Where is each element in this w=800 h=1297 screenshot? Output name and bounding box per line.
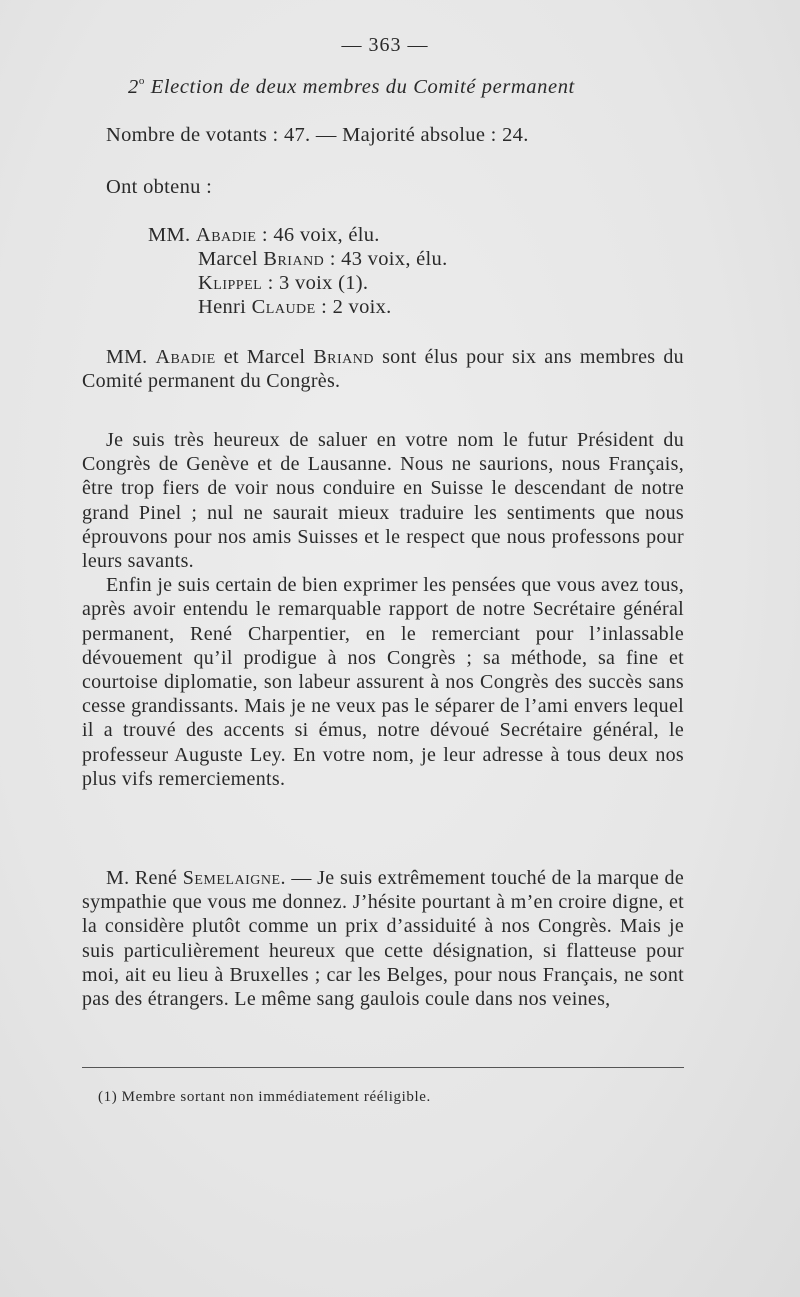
candidate-line: MM. Abadie : 46 voix, élu. [148,224,380,246]
candidate-line: Marcel Briand : 43 voix, élu. [198,248,448,270]
speaker-name: Semelaigne [182,867,281,889]
section-heading [128,75,575,99]
candidate-line: Klippel : 3 voix (1). [198,272,369,294]
reply-paragraph: M. René Semelaigne. — Je suis extrêmement touché de la marque de sympathie que vous me donnez. J’hésite pourtant à m’en croire digne, et la considère plutôt comme un prix d’assiduité à nos Congrès. Mais je suis particulièrement heureux que cette désignation, si flatteuse pour moi, ait eu lieu à Bruxelles ; car les Belges, pour nous Français, ne sont pas des étrangers. Le même sang gaulois coule dans nos veines, [82,867,684,1011]
heading-text: Election de deux membres du Comité permanent [150,76,575,98]
footnote: (1) Membre sortant non immédiatement rééligible. [98,1089,431,1105]
candidate-name: Klippel [198,272,263,294]
candidate-name: Abadie [195,224,257,246]
speech-block [82,428,684,791]
elected-paragraph [82,345,684,393]
votes-line: Nombre de votants : 47. — Majorité absolue : 24. [106,124,529,146]
speech-paragraph: Je suis très heureux de saluer en votre nom le futur Président du Congrès de Genève et de Lausanne. Nous ne saurions, nous Français, être trop fiers de voir nous conduire en Suisse le descendant de notre grand Pinel ; nul ne saurait mieux traduire les sentiments que nous éprouvons pour nos amis Suisses et le respect que nous professons pour leurs savants. [82,429,684,573]
heading-ordinal: 2 [128,76,139,98]
candidate-line: Henri Claude : 2 voix. [198,296,392,318]
speech-paragraph: Enfin je suis certain de bien exprimer les pensées que vous avez tous, après avoir entendu le remarquable rapport de notre Secrétaire général permanent, René Charpentier, en le remerciant pour l’inlassable dévouement qu’il prodigue à nos Congrès ; sa méthode, sa fine et courtoise diplomatie, son labeur assurent à nos Congrès des succès sans cesse grandissants. Mais je ne veux pas le séparer de l’ami envers lequel il a trouvé des accents si émus, notre dévoué Secrétaire général, le professeur Auguste Ley. En votre nom, je leur adresse à tous deux nos plus vifs remerciements. [82,574,684,790]
page-number: — 363 — [341,34,429,56]
candidate-name: Briand [263,248,325,270]
elected-text: MM. Abadie et Marcel Briand sont élus pour six ans membres du Comité permanent du Congrès. [82,346,684,393]
heading-ordinal-sup: o [138,75,145,87]
obtained-label: Ont obtenu : [106,176,213,198]
candidate-name: Claude [251,296,316,318]
footnote-rule [82,1067,684,1068]
